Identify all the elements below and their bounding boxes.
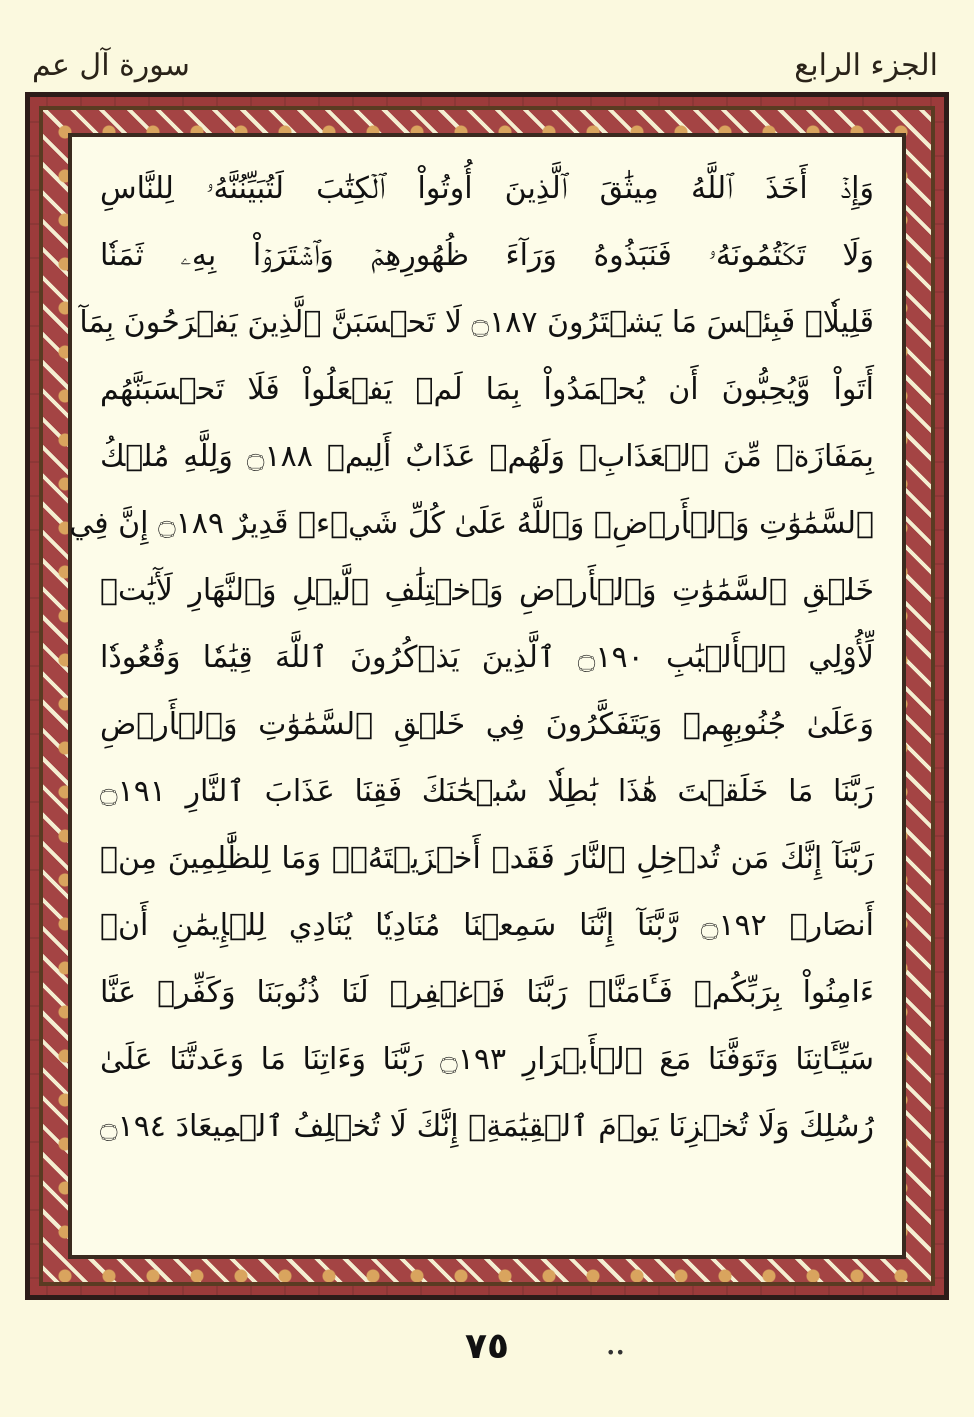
text-line-10: رَبَّنَا مَا خَلَقۡتَ هَٰذَا بَٰطِلٗا سُبۡحَٰنَكَ فَقِنَا عَذَابَ ٱلنَّارِ ۝١٩١ <box>100 774 874 809</box>
text-line-14: سَيِّـَٔاتِنَا وَتَوَفَّنَا مَعَ ٱلۡأَبۡرَارِ ۝١٩٣ رَبَّنَا وَءَاتِنَا مَا وَعَدتَّنَا عَلَىٰ <box>100 1042 874 1077</box>
ornamental-border <box>25 92 949 1300</box>
text-line-7: خَلۡقِ ٱلسَّمَٰوَٰتِ وَٱلۡأَرۡضِ وَٱخۡتِلَٰفِ ٱلَّيۡلِ وَٱلنَّهَارِ لَأٓيَٰتٖ <box>100 573 874 608</box>
text-line-6: ٱلسَّمَٰوَٰتِ وَٱلۡأَرۡضِۗ وَٱللَّهُ عَلَىٰ كُلِّ شَيۡءٖ قَدِيرٌ ۝١٨٩ إِنَّ فِي <box>69 506 874 541</box>
text-line-5: بِمَفَازَةٖ مِّنَ ٱلۡعَذَابِۖ وَلَهُمۡ عَذَابٌ أَلِيمٞ ۝١٨٨ وَلِلَّهِ مُلۡكُ <box>100 439 874 474</box>
text-line-13: ءَامِنُواْ بِرَبِّكُمۡ فَـَٔامَنَّاۚ رَبَّنَا فَٱغۡفِرۡ لَنَا ذُنُوبَنَا وَكَفِّرۡ عَنَّا <box>100 975 874 1010</box>
text-line-8: لِّأُوْلِي ٱلۡأَلۡبَٰبِ ۝١٩٠ ٱلَّذِينَ يَذۡكُرُونَ ٱللَّهَ قِيَٰمٗا وَقُعُودٗا <box>100 640 874 675</box>
text-line-3: قَلِيلٗاۖ فَبِئۡسَ مَا يَشۡتَرُونَ ۝١٨٧ لَا تَحۡسَبَنَّ ٱلَّذِينَ يَفۡرَحُونَ بِمَآ <box>79 305 874 340</box>
page-dots: •• <box>606 1343 625 1362</box>
text-line-15: رُسُلِكَ وَلَا تُخۡزِنَا يَوۡمَ ٱلۡقِيَٰمَةِۖ إِنَّكَ لَا تُخۡلِفُ ٱلۡمِيعَادَ ۝١٩٤ <box>100 1109 874 1144</box>
text-line-12: أَنصَارٖ ۝١٩٢ رَّبَّنَآ إِنَّنَا سَمِعۡنَا مُنَادِيٗا يُنَادِي لِلۡإِيمَٰنِ أَنۡ <box>100 908 874 943</box>
juz-title: الجزء الرابع <box>794 48 938 83</box>
text-line-1: وَإِذۡ أَخَذَ ٱللَّهُ مِيثَٰقَ ٱلَّذِينَ أُوتُواْ ٱلۡكِتَٰبَ لَتُبَيِّنُنَّهُۥ لِلنَّاسِ <box>100 171 874 206</box>
text-line-2: وَلَا تَكۡتُمُونَهُۥ فَنَبَذُوهُ وَرَآءَ ظُهُورِهِمۡ وَٱشۡتَرَوۡاْ بِهِۦ ثَمَنٗا <box>100 238 874 273</box>
text-line-4: أَتَواْ وَّيُحِبُّونَ أَن يُحۡمَدُواْ بِمَا لَمۡ يَفۡعَلُواْ فَلَا تَحۡسَبَنَّهُم <box>100 372 874 407</box>
page-header <box>28 42 948 92</box>
surah-title: سورة آل عم <box>32 48 190 83</box>
verse-text <box>69 155 902 1245</box>
page-number: ٧٥ <box>465 1326 509 1367</box>
text-panel <box>68 133 906 1259</box>
text-line-11: رَبَّنَآ إِنَّكَ مَن تُدۡخِلِ ٱلنَّارَ فَقَدۡ أَخۡزَيۡتَهُۥۖ وَمَا لِلظَّٰلِمِينَ مِنۡ <box>100 841 874 876</box>
text-line-9: وَعَلَىٰ جُنُوبِهِمۡ وَيَتَفَكَّرُونَ فِي خَلۡقِ ٱلسَّمَٰوَٰتِ وَٱلۡأَرۡضِ <box>100 707 874 742</box>
